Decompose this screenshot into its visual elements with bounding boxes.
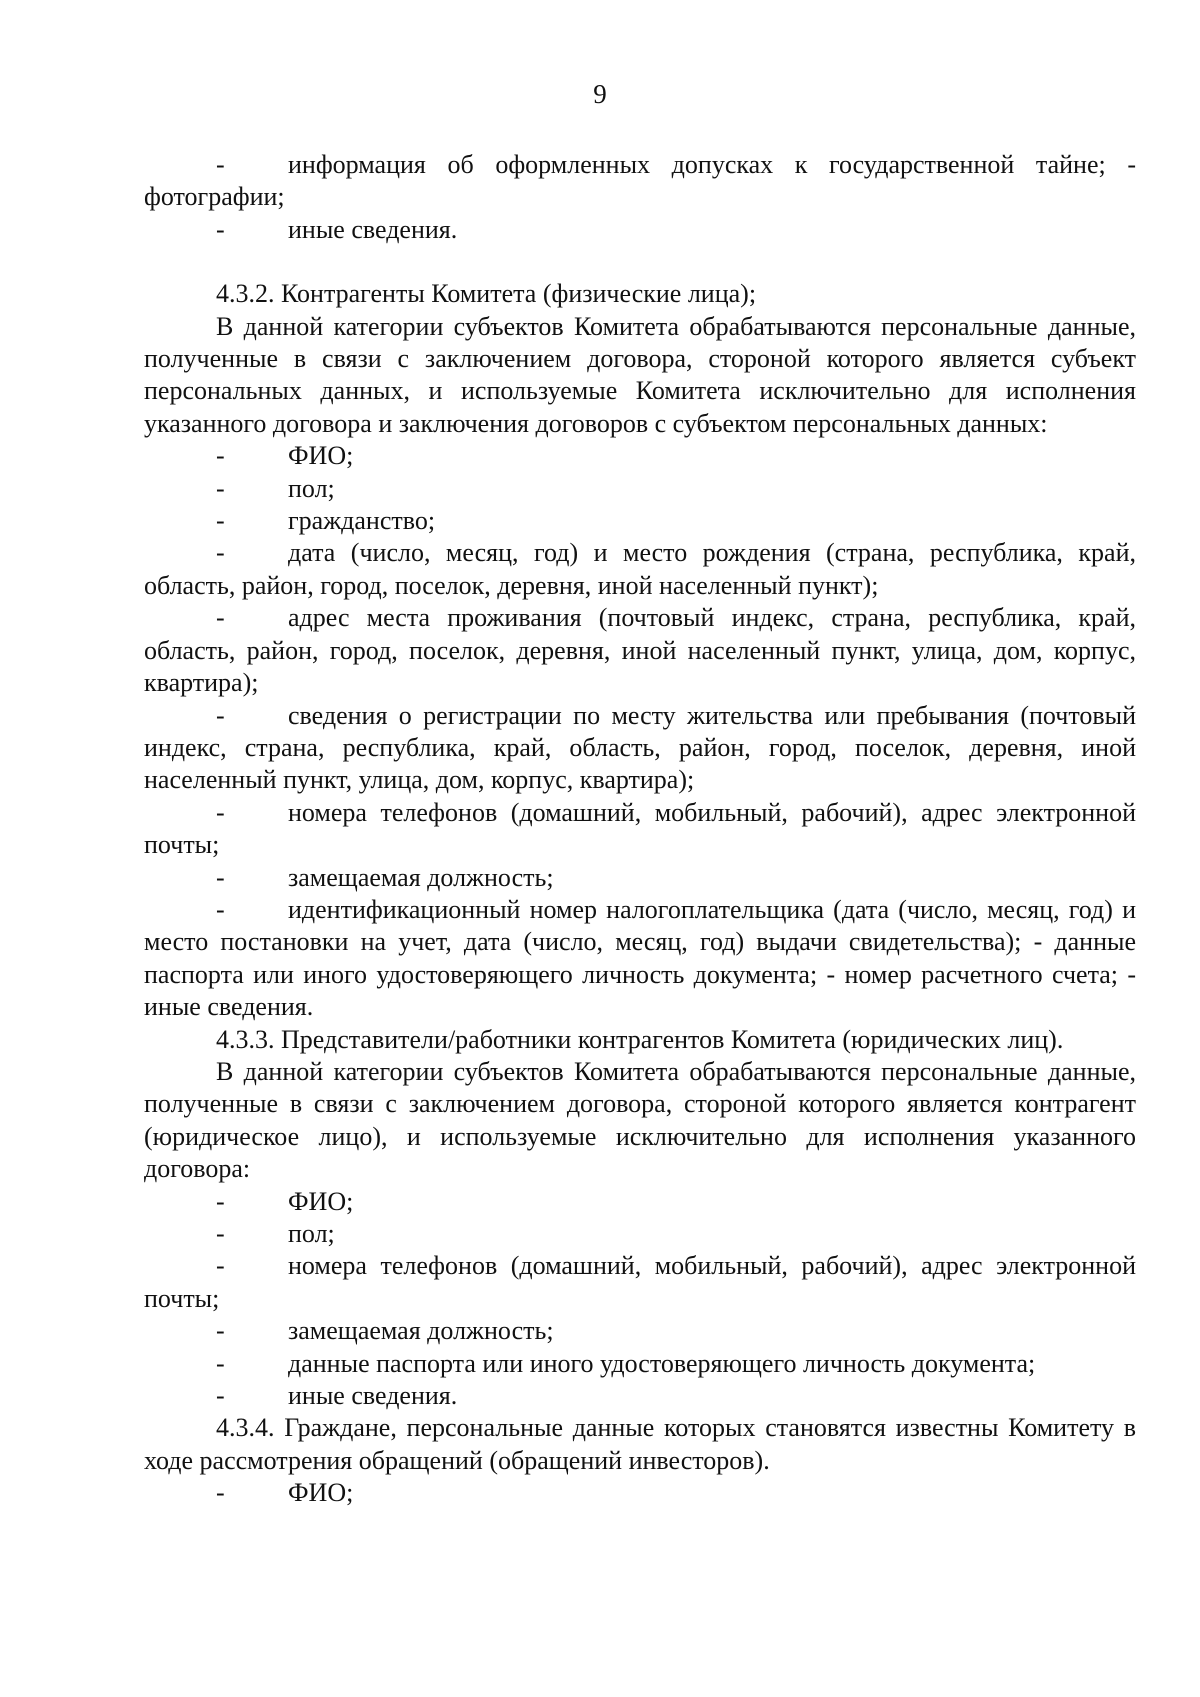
list-item [144,1380,1136,1412]
list-dash: - [216,603,225,633]
list-item-text: номера телефонов (домашний, мобильный, рабочий), адрес электронной почты; [144,1251,1136,1313]
list-item-text: ФИО; [288,441,354,471]
list-dash: - [216,862,225,892]
page-number: 9 [593,79,607,109]
list-item [144,700,1136,797]
list-item-text: иные сведения. [288,214,458,244]
list-item [144,440,1136,472]
list-item-text: номера телефонов (домашний, мобильный, рабочий), адрес электронной почты; [144,797,1136,860]
list-dash: - [216,441,225,471]
list-item-text: гражданство; [288,506,436,536]
list-item [144,1186,1136,1218]
list-dash: - [216,1316,225,1346]
list-item-text: сведения о регистрации по месту жительства или пребывания (почтовый индекс, страна, республика, край, область, район, город, поселок, деревня, иной населенный пункт, улица, дом, корпус, квартира); [144,700,1136,795]
list-item [144,473,1136,505]
list-item-text: пол; [288,1219,335,1248]
list-item-text: адрес места проживания (почтовый индекс, страна, республика, край, область, район, город, поселок, деревня, иной населенный пункт, улица, дом, корпус, квартира); [144,603,1136,698]
list-dash: - [216,150,225,179]
list-dash: - [216,1478,225,1508]
list-item [144,505,1136,537]
list-item [144,602,1136,699]
list-item [144,1477,1136,1509]
list-item [144,894,1136,1024]
list-dash: - [216,797,225,827]
list-item [144,1315,1136,1347]
list-dash: - [216,1186,225,1216]
paragraph: 4.3.2. Контрагенты Комитета (физические лица); [216,279,757,309]
list-item [144,1250,1136,1315]
list-item-text: идентификационный номер налогоплательщика (дата (число, месяц, год) и место постановки на учет, дата (число, месяц, год) выдачи свидетельства); - данные паспорта или иного удостоверяющего личность документа; - номер расчетного счета; - иные сведения. [144,894,1136,1022]
list-item-text: дата (число, месяц, год) и место рождения (страна, республика, край, область, район, город, поселок, деревня, иной населенный пункт); [144,538,1136,600]
list-dash: - [216,894,225,924]
list-item [144,1218,1136,1250]
paragraph: 4.3.4. Граждане, персональные данные которых становятся известны Комитету в ходе рассмотрения обращений (обращений инвесторов). [144,1413,1136,1475]
list-item [144,149,1136,214]
list-item-text: иные сведения. [288,1381,458,1411]
document-body [144,149,1136,1510]
list-item-text: ФИО; [288,1186,354,1216]
list-dash: - [216,214,225,244]
list-item [144,537,1136,602]
list-dash: - [216,473,225,503]
list-item-text: информация об оформленных допусках к государственной тайне; - фотографии; [144,150,1136,212]
list-item [144,797,1136,862]
list-item-text: данные паспорта или иного удостоверяющего личность документа; [288,1348,1036,1378]
list-dash: - [216,1381,225,1411]
paragraph: В данной категории субъектов Комитета обрабатываются персональные данные, полученные в связи с заключением договора, стороной которого является субъект персональных данных, и используемые Комитета исключительно для исполнения указанного договора и заключения договоров с субъектом персональных данных: [144,311,1136,438]
list-item [144,1348,1136,1380]
list-dash: - [216,700,225,730]
list-item-text: замещаемая должность; [288,1316,554,1346]
list-dash: - [216,1219,225,1248]
list-item [144,862,1136,894]
list-dash: - [216,538,225,568]
paragraph: 4.3.3. Представители/работники контрагентов Комитета (юридических лиц). [216,1024,1064,1054]
list-item-text: ФИО; [288,1478,354,1508]
list-item-text: замещаемая должность; [288,862,554,892]
list-dash: - [216,1348,225,1378]
list-item [144,214,1136,246]
paragraph: В данной категории субъектов Комитета обрабатываются персональные данные, полученные в связи с заключением договора, стороной которого является контрагент (юридическое лицо), и используемые исключительно для исполнения указанного договора: [144,1056,1136,1184]
list-dash: - [216,506,225,536]
paragraph-gap [144,246,1136,278]
list-item-text: пол; [288,473,335,503]
list-dash: - [216,1251,225,1281]
